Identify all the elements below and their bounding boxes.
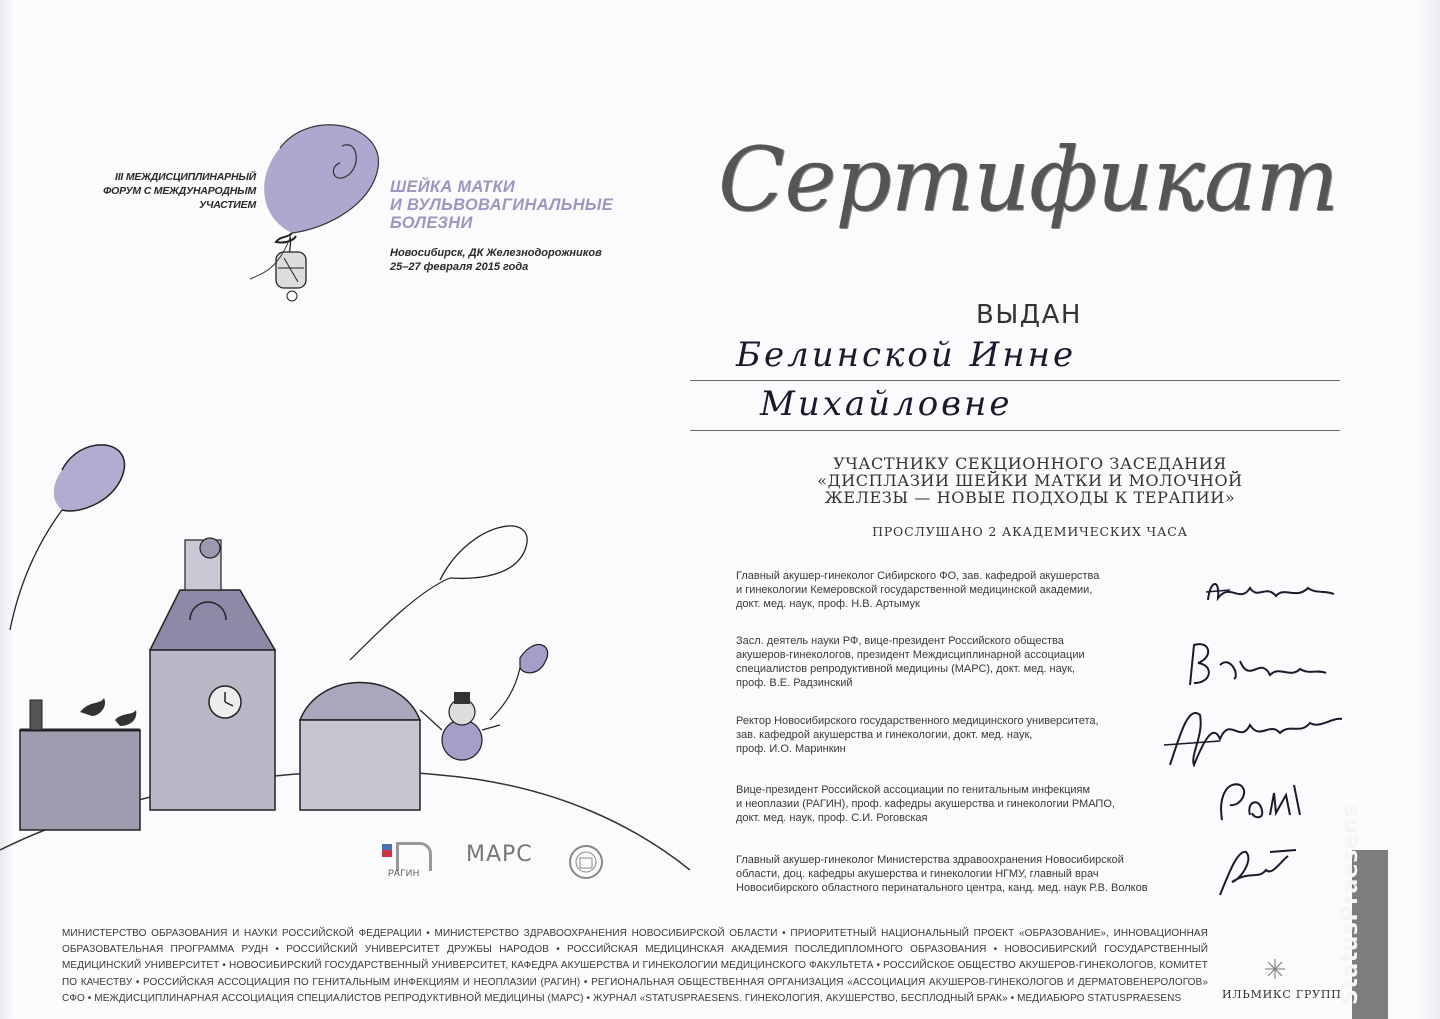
signature-volkov <box>1210 840 1300 900</box>
signatory-line: докт. мед. наук, проф. Н.В. Артымук <box>736 598 920 610</box>
signatory-radzinsky <box>736 634 1186 690</box>
signatory-artymuk <box>736 569 1186 611</box>
town-illustration <box>0 430 720 920</box>
forum-place: Новосибирск, ДК Железнодорожников <box>390 247 602 259</box>
signatory-line: Главный акушер-гинеколог Сибирского ФО, зав. кафедрой акушерства <box>736 570 1100 582</box>
signatory-line: докт. мед. наук, проф. С.И. Роговская <box>736 812 928 824</box>
scan-edge-right <box>1418 0 1440 1019</box>
forum-balloon-logo <box>250 118 400 308</box>
signatory-line: Главный акушер-гинеколог Министерства здравоохранения Новосибирской <box>736 854 1124 866</box>
forum-place-date <box>390 246 650 274</box>
signatory-line: проф. В.Е. Радзинский <box>736 677 853 689</box>
forum-edition-line: III МЕЖДИСЦИПЛИНАРНЫЙ <box>114 171 256 183</box>
signatory-line: области, доц. кафедры акушерства и гинекологии НГМУ, главный врач <box>736 868 1099 880</box>
issued-label: ВЫДАН <box>976 300 1082 330</box>
university-emblem-icon <box>566 842 606 882</box>
recipient-name-line2: Михайловне <box>760 384 1013 424</box>
forum-title-line: И ВУЛЬВОВАГИНАЛЬНЫЕ <box>390 196 614 214</box>
ilmix-logo-icon <box>1264 958 1286 980</box>
signatory-line: проф. И.О. Маринкин <box>736 743 846 755</box>
ragin-logo-text: РАГИН <box>388 868 420 878</box>
session-line: УЧАСТНИКУ СЕКЦИОННОГО ЗАСЕДАНИЯ <box>833 454 1227 473</box>
forum-title-line: ШЕЙКА МАТКИ <box>390 178 516 196</box>
ragin-logo-mark <box>396 842 432 871</box>
signatory-line: Засл. деятель науки РФ, вице-президент Российского общества <box>736 635 1064 647</box>
signatory-line: зав. кафедрой акушерства и гинекологии, докт. мед. наук, <box>736 729 1033 741</box>
signatory-line: и гинекологии Кемеровской государственной медицинской академии, <box>736 584 1093 596</box>
signatory-line: и неоплазии (РАГИН), проф. кафедры акушерства и гинекологии РМАПО, <box>736 798 1115 810</box>
sponsor-name: ИЛЬМИКС ГРУПП <box>1222 988 1342 1001</box>
forum-title-line: БОЛЕЗНИ <box>390 214 473 232</box>
signatory-line: Новосибирского областного перинатального центра, канд. мед. наук Р.В. Волков <box>736 882 1148 894</box>
flag-blue-icon <box>382 844 392 850</box>
hours-statement: ПРОСЛУШАНО 2 АКАДЕМИЧЕСКИХ ЧАСА <box>872 524 1188 539</box>
recipient-underline-2 <box>690 430 1340 431</box>
mars-logo: МАРС <box>466 842 533 867</box>
recipient-underline-1 <box>690 380 1340 381</box>
recipient-name-line1: Белинской Инне <box>736 335 1077 375</box>
organizers-footer: МИНИСТЕРСТВО ОБРАЗОВАНИЯ И НАУКИ РОССИЙСКОЙ ФЕДЕРАЦИИ • МИНИСТЕРСТВО ЗДРАВООХРАНЕНИЯ НОВОСИБИРСКОЙ ОБЛАСТИ • ПРИОРИТЕТНЫЙ НАЦИОНАЛЬНЫЙ ПРОЕКТ «ОБРАЗОВАНИЕ», ИННОВАЦИОННАЯ ОБРАЗОВАТЕЛЬНАЯ ПРОГРАММА РУДН • РОССИЙСКИЙ УНИВЕРСИТЕТ ДРУЖБЫ НАРОДОВ • РОССИЙСКАЯ МЕДИЦИНСКАЯ АКАДЕМИЯ ПОСЛЕДИПЛОМНОГО ОБРАЗОВАНИЯ • НОВОСИБИРСКИЙ ГОСУДАРСТВЕННЫЙ МЕДИЦИНСКИЙ УНИВЕРСИТЕТ • НОВОСИБИРСКИЙ ГОСУДАРСТВЕННЫЙ УНИВЕРСИТЕТ, КАФЕДРА АКУШЕРСТВА И ГИНЕКОЛОГИИ МЕДИЦИНСКОГО ФАКУЛЬТЕТА • РОССИЙСКОЕ ОБЩЕСТВО АКУШЕРОВ-ГИНЕКОЛОГОВ, КОМИТЕТ ПО КАЧЕСТВУ • РОССИЙСКАЯ АССОЦИАЦИЯ ПО ГЕНИТАЛЬНЫМ ИНФЕКЦИЯМ И НЕОПЛАЗИИ (РАГИН) • РЕГИОНАЛЬНАЯ ОБЩЕСТВЕННАЯ ОРГАНИЗАЦИЯ «АССОЦИАЦИЯ АКУШЕРОВ-ГИНЕКОЛОГОВ И ДЕРМАТОВЕНЕРОЛОГОВ» СФО • МЕЖДИСЦИПЛИНАРНАЯ АССОЦИАЦИЯ СПЕЦИАЛИСТОВ РЕПРОДУКТИВНОЙ МЕДИЦИНЫ (МАРС) • ЖУРНАЛ «STATUSPRAESENS. ГИНЕКОЛОГИЯ, АКУШЕРСТВО, БЕСПЛОДНЫЙ БРАК» • МЕДИАБЮРО STATUSPRAESENS <box>62 928 1208 1004</box>
session-line: ЖЕЛЕЗЫ — НОВЫЕ ПОДХОДЫ К ТЕРАПИИ» <box>824 488 1236 507</box>
signature-rogovskaya <box>1210 775 1310 825</box>
session-description <box>780 455 1280 506</box>
signature-artymuk <box>1200 570 1340 615</box>
signatory-volkov <box>736 853 1186 895</box>
forum-edition-text <box>96 170 256 212</box>
forum-dates: 25–27 февраля 2015 года <box>390 261 529 273</box>
signatory-line: специалистов репродуктивной медицины (МАРС), докт. мед. наук, <box>736 663 1075 675</box>
signature-marinkin <box>1160 695 1350 775</box>
status-praesens-logo-text: StatusPraesens <box>1338 804 1363 1005</box>
signatory-line: Ректор Новосибирского государственного медицинского университета, <box>736 715 1099 727</box>
signatory-line: Вице-президент Российской ассоциации по генитальным инфекциям <box>736 784 1091 796</box>
certificate-title: Сертификат <box>718 128 1338 231</box>
signature-radzinsky <box>1180 635 1330 695</box>
ragin-logo <box>382 842 432 878</box>
session-line: «ДИСПЛАЗИИ ШЕЙКИ МАТКИ И МОЛОЧНОЙ <box>817 471 1243 490</box>
forum-title <box>390 178 650 232</box>
signatory-line: акушеров-гинекологов, президент Междисциплинарной ассоциации <box>736 649 1085 661</box>
signatory-marinkin <box>736 714 1186 756</box>
forum-edition-line: УЧАСТИЕМ <box>199 199 256 211</box>
flag-red-icon <box>382 850 392 857</box>
forum-edition-line: ФОРУМ С МЕЖДУНАРОДНЫМ <box>103 185 256 197</box>
signatory-rogovskaya <box>736 783 1186 825</box>
